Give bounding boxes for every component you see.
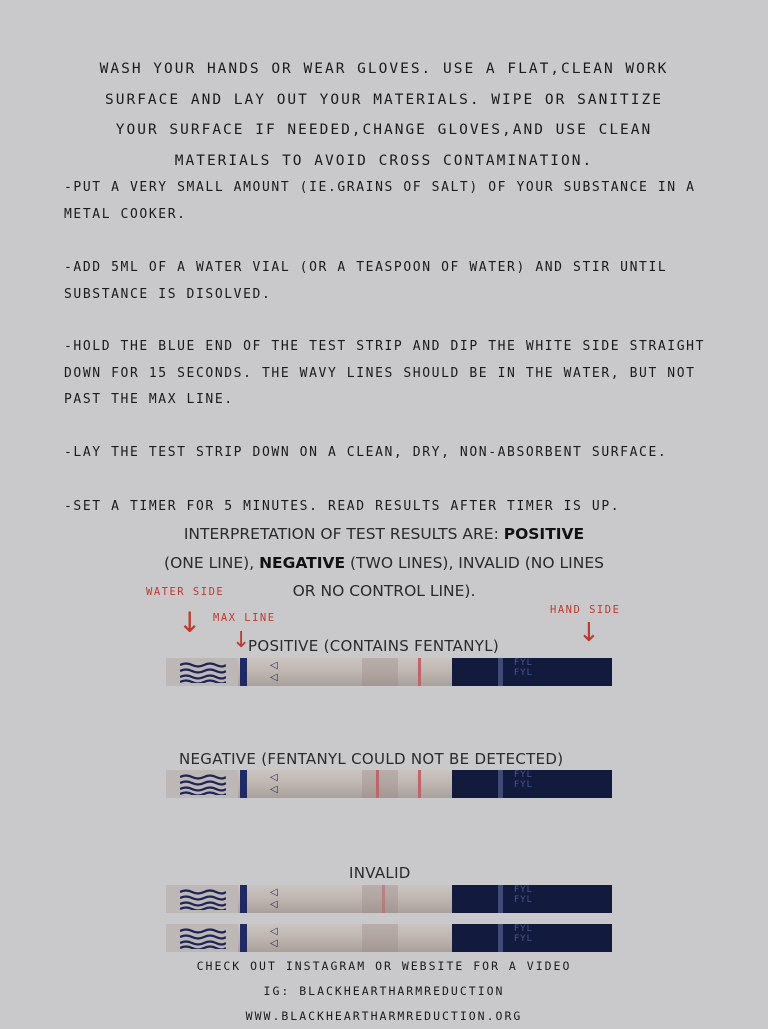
positive-desc: (ONE LINE), [164,553,260,572]
fyl-text: FYL [514,770,533,780]
fyl-text: FYL [514,934,533,944]
water-side-arrow-icon: ↓ [178,606,202,639]
arrow-marks-icon: ◁ ◁ [270,887,278,910]
intro-line: MATERIALS TO AVOID CROSS CONTAMINATION. [174,152,594,169]
arrow-marks-icon: ◁ ◁ [270,772,278,795]
fyl-text: FYL [514,668,533,678]
hand-side-arrow-icon: ↓ [578,618,600,648]
step-line: SUBSTANCE IS DISOLVED. [64,286,272,302]
step-5 [64,494,724,521]
interpretation-prefix: INTERPRETATION OF TEST RESULTS ARE: [183,525,504,543]
strip-blue-end [452,924,612,952]
intro-line: SURFACE AND LAY OUT YOUR MATERIALS. WIPE OR SANITIZE [105,91,663,108]
wavy-lines-icon [166,885,238,913]
footer-video-note: CHECK OUT INSTAGRAM OR WEBSITE FOR A VIDEO [196,959,572,973]
invalid-test-strip [166,885,612,913]
test-line [382,885,385,913]
strip-brand [514,924,533,944]
fyl-text: FYL [514,885,533,895]
strip-brand [514,770,533,790]
max-line-bar [240,885,247,913]
max-line-arrow-icon: ↓ [232,628,251,653]
max-line-label: MAX LINE [213,612,276,624]
hand-side-label: HAND SIDE [550,604,621,616]
negative-desc: (TWO LINES), INVALID (NO LINES [345,553,604,572]
test-line [418,770,421,798]
arrow-marks-icon: ◁ ◁ [270,926,278,949]
footer [0,954,768,1029]
invalid-test-strip [166,924,612,952]
fyl-text: FYL [514,658,533,668]
negative-strip-title: NEGATIVE (FENTANYL COULD NOT BE DETECTED) [179,750,564,768]
step-line: METAL COOKER. [64,206,187,222]
fyl-text: FYL [514,895,533,905]
strip-band [362,924,398,952]
interpretation-line-2 [120,549,648,578]
strip-blue-end [452,885,612,913]
step-line: PAST THE MAX LINE. [64,392,234,407]
step-1 [64,175,724,228]
step-3 [64,334,724,414]
control-line [376,770,379,798]
positive-test-strip [166,658,612,686]
strip-band [362,885,398,913]
wavy-lines-icon [166,924,238,952]
max-line-bar [240,770,247,798]
step-2 [64,255,724,308]
step-line: -PUT A VERY SMALL AMOUNT (IE.GRAINS OF SALT) OF YOUR SUBSTANCE IN A [64,180,696,195]
step-line: -HOLD THE BLUE END OF THE TEST STRIP AND DIP THE WHITE SIDE STRAIGHT [64,339,706,354]
max-line-bar [240,658,247,686]
strip-gap [498,924,503,952]
footer-instagram: IG: BLACKHEARTHARMREDUCTION [263,984,505,998]
strip-brand [514,658,533,678]
wavy-lines-icon [166,658,238,686]
positive-word: POSITIVE [503,525,585,543]
strip-band [362,770,398,798]
step-line: DOWN FOR 15 SECONDS. THE WAVY LINES SHOULD BE IN THE WATER, BUT NOT [64,365,696,381]
interpretation-tail: OR NO CONTROL LINE). [292,582,476,600]
max-line-bar [240,924,247,952]
strip-gap [498,658,503,686]
strip-gap [498,770,503,798]
invalid-strip-title: INVALID [349,864,411,882]
intro-line: WASH YOUR HANDS OR WEAR GLOVES. USE A FLAT,CLEAN WORK [99,61,669,77]
strip-blue-end [452,770,612,798]
negative-word: NEGATIVE [259,553,346,572]
footer-website-link[interactable]: WWW.BLACKHEARTHARMREDUCTION.ORG [245,1009,523,1023]
intro-paragraph [60,54,708,176]
wavy-lines-icon [166,770,238,798]
arrow-marks-icon: ◁ ◁ [270,660,278,683]
fyl-text: FYL [514,780,533,790]
interpretation-line-1 [120,520,648,549]
step-4 [64,440,724,467]
step-line: -LAY THE TEST STRIP DOWN ON A CLEAN, DRY, NON-ABSORBENT SURFACE. [64,445,668,460]
step-line: -SET A TIMER FOR 5 MINUTES. READ RESULTS AFTER TIMER IS UP. [64,499,621,514]
strip-brand [514,885,533,905]
fyl-text: FYL [514,924,533,934]
positive-strip-title: POSITIVE (CONTAINS FENTANYL) [248,637,500,655]
strip-gap [498,885,503,913]
strip-band [362,658,398,686]
intro-line: YOUR SURFACE IF NEEDED,CHANGE GLOVES,AND USE CLEAN [115,122,653,138]
water-side-label: WATER SIDE [146,586,225,598]
negative-test-strip [166,770,612,798]
test-line [418,658,421,686]
strip-blue-end [452,658,612,686]
step-line: -ADD 5ML OF A WATER VIAL (OR A TEASPOON OF WATER) AND STIR UNTIL [64,260,668,275]
